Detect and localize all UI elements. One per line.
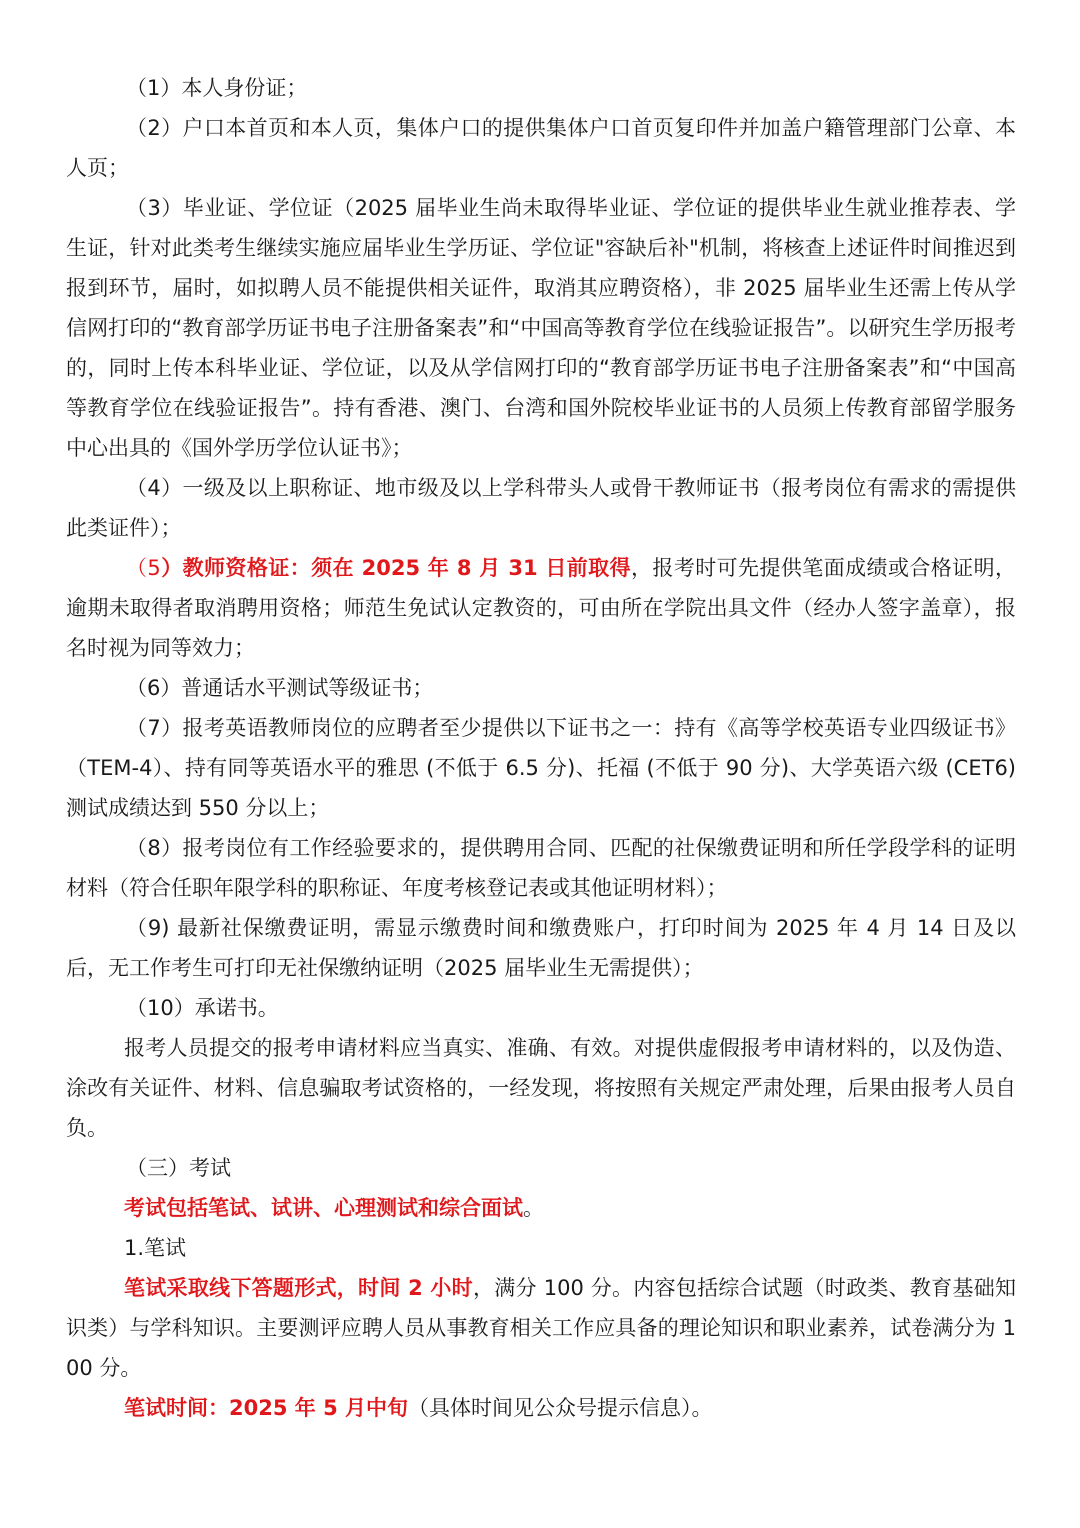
item-8: （8）报考岗位有工作经验要求的，提供聘用合同、匹配的社保缴费证明和所任学段学科的证明材料（符合任职年限学科的职称证、年度考核登记表或其他证明材料）； xyxy=(66,836,1016,900)
exam-summary-end: 。 xyxy=(523,1196,544,1220)
written-exam-time xyxy=(66,1388,1016,1428)
notice-paragraph: 报考人员提交的报考申请材料应当真实、准确、有效。对提供虚假报考申请材料的，以及伪造、涂改有关证件、材料、信息骗取考试资格的，一经发现，将按照有关规定严肃处理，后果由报考人员自负。 xyxy=(66,1036,1016,1140)
item-1: （1）本人身份证； xyxy=(126,76,308,100)
item-5-prefix: （5 xyxy=(126,556,161,580)
item-5-rest: ，报考时可先提供笔面成绩或合格证明，逾期未取得者取消聘用资格；师范生免试认定教资的，可由所在学院出具文件（经办人签字盖章），报名时视为同等效力； xyxy=(66,556,1016,660)
written-exam-time-highlight: 笔试时间：2025 年 5 月中旬 xyxy=(124,1396,408,1420)
written-exam-rest: ，满分 100 分。内容包括综合试题（时政类、教育基础知识类）与学科知识。主要测评应聘人员从事教育相关工作应具备的理论知识和职业素养，试卷满分为 100 分。 xyxy=(66,1276,1016,1380)
written-exam-time-rest: （具体时间见公众号提示信息）。 xyxy=(408,1396,713,1420)
written-exam-details xyxy=(66,1268,1016,1388)
written-exam-highlight: 笔试采取线下答题形式，时间 2 小时 xyxy=(124,1276,473,1300)
item-5-highlight: ）教师资格证：须在 2025 年 8 月 31 日前取得 xyxy=(160,556,631,580)
item-7: （7）报考英语教师岗位的应聘者至少提供以下证书之一：持有《高等学校英语专业四级证书》（TEM-4）、持有同等英语水平的雅思 (不低于 6.5 分)、托福 (不低于 90 分)、大学英语六级 (CET6) 测试成绩达到 550 分以上； xyxy=(66,716,1016,820)
item-4: （4）一级及以上职称证、地市级及以上学科带头人或骨干教师证书（报考岗位有需求的需提供此类证件）； xyxy=(66,476,1016,540)
item-3: （3）毕业证、学位证（2025 届毕业生尚未取得毕业证、学位证的提供毕业生就业推荐表、学生证，针对此类考生继续实施应届毕业生学历证、学位证"容缺后补"机制，将核查上述证件时间推迟到报到环节，届时，如拟聘人员不能提供相关证件，取消其应聘资格），非 2025 届毕业生还需上传从学信网打印的“教育部学历证书电子注册备案表”和“中国高等教育学位在线验证报告”。以研究生学历报考的，同时上传本科毕业证、学位证，以及从学信网打印的“教育部学历证书电子注册备案表”和“中国高等教育学位在线验证报告”。持有香港、澳门、台湾和国外院校毕业证书的人员须上传教育部留学服务中心出具的《国外学历学位认证书》； xyxy=(66,196,1016,460)
written-exam-title: 1.笔试 xyxy=(124,1236,187,1260)
item-5 xyxy=(66,548,1016,668)
item-6: （6）普通话水平测试等级证书； xyxy=(126,676,434,700)
item-10: （10）承诺书。 xyxy=(126,996,279,1020)
exam-summary-highlight: 考试包括笔试、试讲、心理测试和综合面试 xyxy=(124,1196,523,1220)
exam-heading: （三）考试 xyxy=(126,1156,231,1180)
item-9: （9) 最新社保缴费证明，需显示缴费时间和缴费账户，打印时间为 2025 年 4 月 14 日及以后，无工作考生可打印无社保缴纳证明（2025 届毕业生无需提供）； xyxy=(66,916,1016,980)
exam-summary xyxy=(66,1188,1016,1228)
item-2: （2）户口本首页和本人页，集体户口的提供集体户口首页复印件并加盖户籍管理部门公章、本人页； xyxy=(66,116,1016,180)
